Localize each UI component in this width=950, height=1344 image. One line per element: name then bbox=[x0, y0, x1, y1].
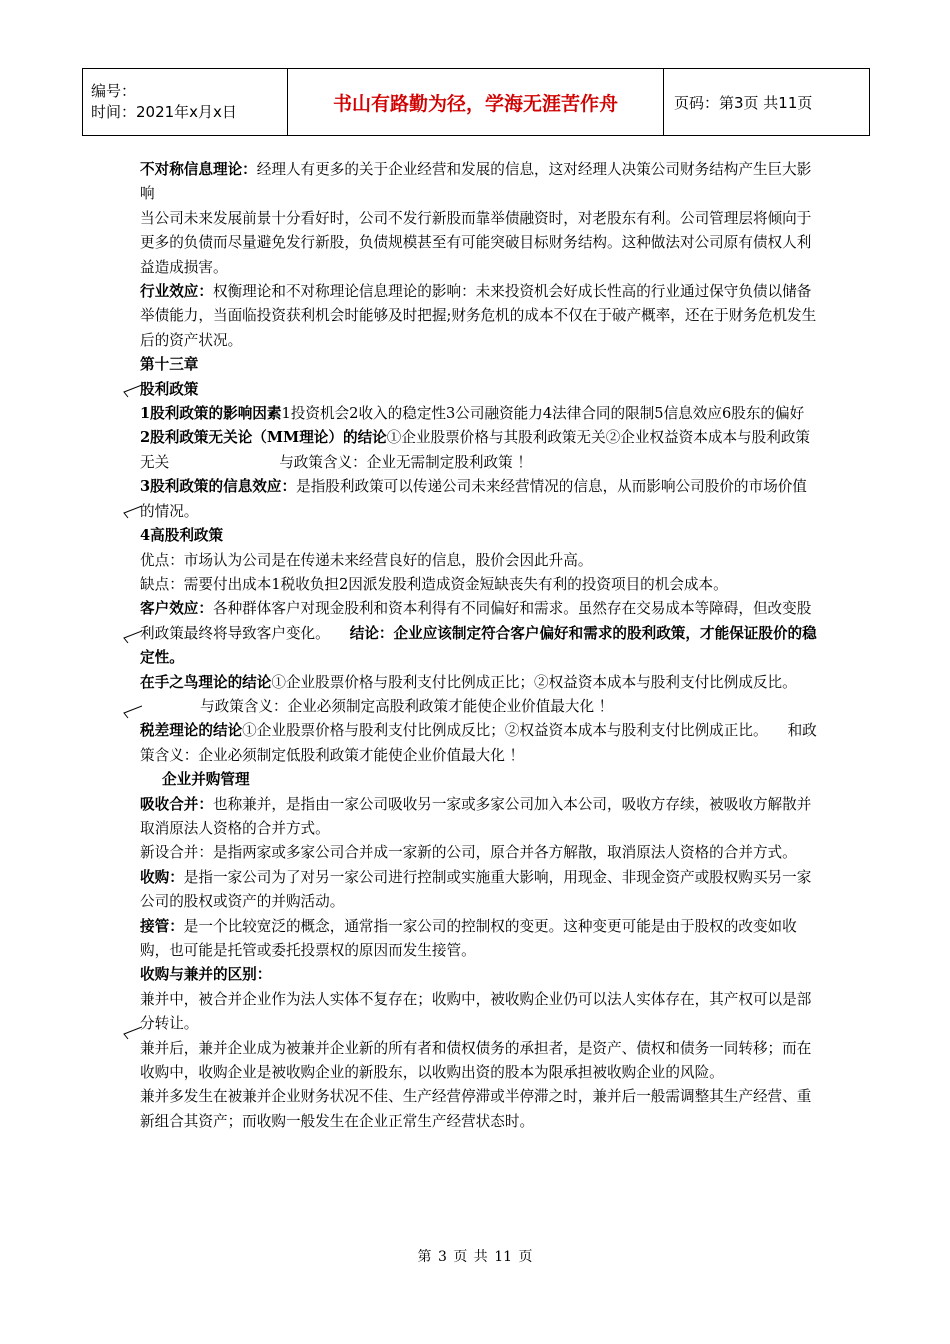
revision-mark-icon bbox=[120, 505, 142, 519]
paragraph: 新设合并：是指两家或多家公司合并成一家新的公司，原合并各方解散，取消原法人资格的合并方式。 bbox=[140, 844, 797, 862]
paragraph: 当公司未来发展前景十分看好时，公司不发行新股而靠举债融资时，对老股东有利。公司管理层将倾向于更多的负债而尽量避免发行新股，负债规模甚至有可能突破目标财务结构。这种做法对公司原有债权人利益造成损害。 bbox=[140, 209, 812, 276]
section-heading: 股利政策 bbox=[140, 380, 199, 398]
revision-mark-icon bbox=[120, 1026, 142, 1040]
footer-total-pages: 11 bbox=[494, 1249, 513, 1265]
term-heading: 客户效应： bbox=[140, 600, 213, 618]
document-date: 时间：2021年x月x日 bbox=[91, 103, 237, 121]
paragraph-text: 是指股利政策可以传递公司未来经营情况的信息，从而影响公司股价的市场价值的情况。 bbox=[140, 478, 807, 520]
section-heading: 企业并购管理 bbox=[162, 771, 250, 789]
footer-ye: 页 bbox=[518, 1249, 533, 1265]
paragraph: 兼并多发生在被兼并企业财务状况不佳、生产经营停滞或半停滞之时，兼并后一般需调整其生产经营、重新组合其资产；而收购一般发生在企业正常生产经营状态时。 bbox=[140, 1088, 812, 1130]
term-heading: 不对称信息理论： bbox=[140, 161, 257, 178]
paragraph bbox=[140, 402, 820, 426]
chapter-heading: 第十三章 bbox=[140, 356, 199, 374]
paragraph bbox=[140, 719, 820, 768]
paragraph bbox=[140, 671, 820, 720]
paragraph-text: 是指一家公司为了对另一家公司进行控制或实施重大影响，用现金、非现金资产或股权购买另一家公司的股权或资产的并购活动。 bbox=[140, 868, 812, 911]
paragraph-text: ①企业股票价格与股利支付比例成正比；②权益资本成本与股利支付比例成反比。 bbox=[271, 673, 797, 691]
term-heading: 行业效应： bbox=[140, 283, 213, 301]
paragraph bbox=[140, 158, 820, 207]
paragraph: 兼并中，被合并企业作为法人实体不复存在；收购中，被收购企业仍可以法人实体存在，其产权可以是部分转让。 bbox=[140, 990, 812, 1033]
header-motto: 书山有路勤为径，学海无涯苦作舟 bbox=[288, 69, 664, 136]
paragraph: 缺点：需要付出成本1税收负担2因派发股利造成资金短缺丧失有利的投资项目的机会成本。 bbox=[140, 575, 728, 593]
paragraph-text: 是一个比较宽泛的概念，通常指一家公司的控制权的变更。这种变更可能是由于股权的改变如收购，也可能是托管或委托投票权的原因而发生接管。 bbox=[140, 917, 797, 959]
header-meta bbox=[83, 69, 288, 136]
section-heading: 收购与兼并的区别： bbox=[140, 966, 272, 984]
term-heading: 收购： bbox=[140, 868, 184, 886]
paragraph bbox=[140, 597, 820, 670]
conclusion-text: 结论：企业应该制定符合客户偏好和需求的股利政策，才能保证股价的稳定性。 bbox=[140, 624, 817, 667]
footer-page-number: 3 bbox=[437, 1249, 447, 1265]
term-heading: 吸收合并： bbox=[140, 795, 213, 813]
footer-ye: 页 bbox=[453, 1249, 468, 1265]
term-heading: 接管： bbox=[140, 917, 184, 935]
paragraph: 优点：市场认为公司是在传递未来经营良好的信息，股价会因此升高。 bbox=[140, 551, 593, 569]
revision-mark-icon bbox=[120, 384, 142, 398]
page-footer bbox=[0, 1246, 950, 1266]
term-heading: 2股利政策无关论（MM理论）的结论 bbox=[140, 429, 387, 447]
footer-di: 第 bbox=[417, 1249, 432, 1265]
paragraph bbox=[140, 866, 820, 915]
paragraph-text: ①企业股票价格与股利支付比例成反比；②权益资本成本与股利支付比例成正比。 bbox=[242, 722, 768, 740]
policy-implication: 与政策含义：企业必须制定高股利政策才能使企业价值最大化 ！ bbox=[200, 697, 614, 715]
revision-mark-icon bbox=[120, 705, 142, 719]
term-heading: 3股利政策的信息效应： bbox=[140, 478, 297, 496]
paragraph-text: 权衡理论和不对称理论信息理论的影响：未来投资机会好成长性高的行业通过保守负债以储备举债能力，当面临投资获利机会时能够及时把握;财务危机的成本不仅在于破产概率，还在于财务危机发生后的资产状况。 bbox=[140, 283, 817, 349]
term-heading: 在手之鸟理论的结论 bbox=[140, 673, 272, 691]
paragraph-text: 也称兼并，是指由一家公司吸收另一家或多家公司加入本公司，吸收方存续，被吸收方解散并取消原法人资格的合并方式。 bbox=[140, 795, 812, 837]
paragraph-text: ①企业股票价格与其股利政策无关②企业权益资本成本与股利政策无关 bbox=[140, 429, 811, 471]
paragraph-text: 各种群体客户对现金股利和资本利得有不同偏好和需求。虽然存在交易成本等障碍，但改变股利政策最终将导致客户变化。 bbox=[140, 600, 812, 642]
document-body bbox=[140, 158, 820, 1134]
section-heading: 4高股利政策 bbox=[140, 527, 224, 545]
footer-gong: 共 bbox=[473, 1249, 488, 1265]
paragraph-text: 经理人有更多的关于企业经营和发展的信息，这对经理人决策公司财务结构产生巨大影响 bbox=[140, 161, 812, 203]
paragraph bbox=[140, 426, 820, 475]
revision-mark-icon bbox=[120, 630, 142, 644]
page-header bbox=[82, 68, 870, 136]
paragraph bbox=[140, 793, 820, 842]
paragraph bbox=[140, 475, 820, 524]
policy-implication: 和政策含义：企业必须制定低股利政策才能使企业价值最大化 ！ bbox=[140, 722, 817, 764]
paragraph bbox=[140, 280, 820, 353]
policy-implication: 与政策含义：企业无需制定股利政策 ！ bbox=[279, 453, 532, 471]
header-page-info: 页码：第3页 共11页 bbox=[664, 69, 870, 136]
paragraph-text: 1投资机会2收入的稳定性3公司融资能力4法律合同的限制5信息效应6股东的偏好 bbox=[281, 405, 805, 423]
document-number-label: 编号： bbox=[91, 82, 137, 100]
paragraph bbox=[140, 915, 820, 964]
term-heading: 税差理论的结论 bbox=[140, 722, 243, 740]
paragraph: 兼并后，兼并企业成为被兼并企业新的所有者和债权债务的承担者，是资产、债权和债务一同转移；而在收购中，收购企业是被收购企业的新股东，以收购出资的股本为限承担被收购企业的风险。 bbox=[140, 1039, 812, 1082]
term-heading: 1股利政策的影响因素 bbox=[140, 405, 282, 423]
